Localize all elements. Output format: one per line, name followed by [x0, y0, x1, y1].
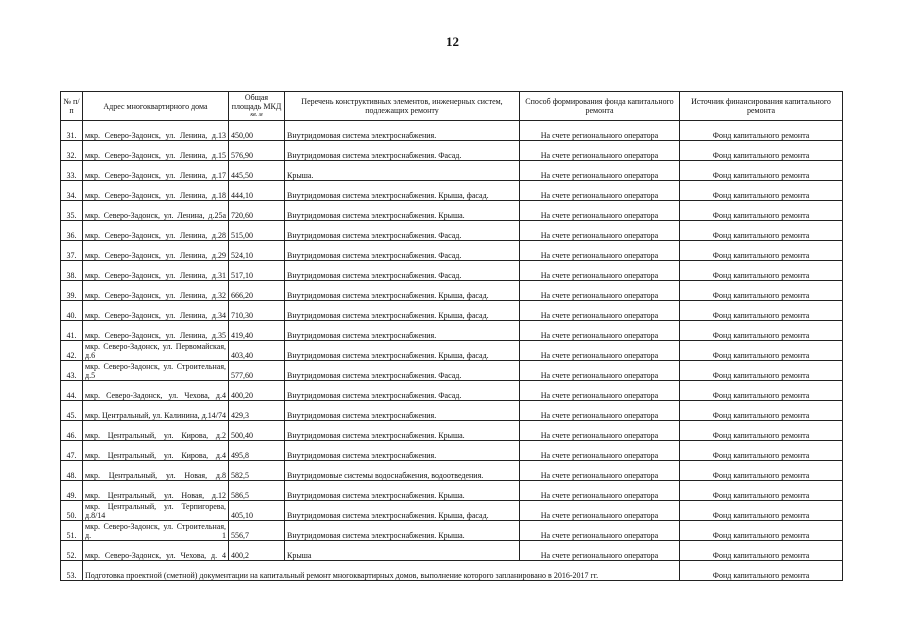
cell-method: На счете регионального оператора — [520, 421, 680, 441]
cell-source: Фонд капитального ремонта — [680, 361, 843, 381]
cell-source: Фонд капитального ремонта — [680, 261, 843, 281]
cell-method: На счете регионального оператора — [520, 361, 680, 381]
table-row — [61, 201, 843, 221]
cell-address: мкр. Северо-Задонск, ул. Первомайская, д.6 — [83, 341, 229, 361]
cell-method: На счете регионального оператора — [520, 261, 680, 281]
cell-address: мкр. Северо-Задонск, ул. Ленина, д.25а — [83, 201, 229, 221]
cell-elements: Внутридомовая система электроснабжения. Фасад. — [285, 381, 520, 401]
table-row — [61, 141, 843, 161]
cell-address: мкр. Северо-Задонск, ул. Ленина, д.17 — [83, 161, 229, 181]
cell-address: мкр. Центральный, ул. Новая, д.8 — [83, 461, 229, 481]
cell-source: Фонд капитального ремонта — [680, 541, 843, 561]
cell-num: 42. — [61, 341, 83, 361]
cell-num: 40. — [61, 301, 83, 321]
header-area — [229, 92, 285, 121]
cell-source: Фонд капитального ремонта — [680, 141, 843, 161]
cell-area: 582,5 — [229, 461, 285, 481]
cell-elements: Внутридомовые системы водоснабжения, водоотведения. — [285, 461, 520, 481]
table-row — [61, 521, 843, 541]
cell-area: 450,00 — [229, 121, 285, 141]
cell-elements: Внутридомовая система электроснабжения. Крыша. — [285, 421, 520, 441]
cell-address: мкр. Центральный, ул. Кирова, д.2 — [83, 421, 229, 441]
cell-source: Фонд капитального ремонта — [680, 121, 843, 141]
cell-method: На счете регионального оператора — [520, 201, 680, 221]
cell-elements: Внутридомовая система электроснабжения. Крыша. — [285, 481, 520, 501]
cell-method: На счете регионального оператора — [520, 501, 680, 521]
cell-source: Фонд капитального ремонта — [680, 241, 843, 261]
cell-address: мкр. Северо-Задонск, ул. Ленина, д.34 — [83, 301, 229, 321]
cell-num: 53. — [61, 561, 83, 581]
table-row — [61, 281, 843, 301]
cell-elements: Крыша — [285, 541, 520, 561]
cell-address: мкр. Северо-Задонск, ул. Ленина, д.32 — [83, 281, 229, 301]
cell-area: 405,10 — [229, 501, 285, 521]
cell-area: 576,90 — [229, 141, 285, 161]
cell-area: 445,50 — [229, 161, 285, 181]
cell-address: мкр. Северо-Задонск, ул. Строительная, д.5 — [83, 361, 229, 381]
cell-area: 495,8 — [229, 441, 285, 461]
cell-area: 515,00 — [229, 221, 285, 241]
cell-source: Фонд капитального ремонта — [680, 281, 843, 301]
header-address: Адрес многоквартирного дома — [83, 92, 229, 121]
cell-method: На счете регионального оператора — [520, 541, 680, 561]
cell-num: 33. — [61, 161, 83, 181]
header-method: Способ формирования фонда капитального ремонта — [520, 92, 680, 121]
cell-num: 45. — [61, 401, 83, 421]
cell-num: 38. — [61, 261, 83, 281]
header-area-label: Общая площадь МКД — [231, 92, 282, 111]
cell-address: мкр. Северо-Задонск, ул. Ленина, д.29 — [83, 241, 229, 261]
cell-address: мкр. Центральный, ул. Терпигорева, д.8/14 — [83, 501, 229, 521]
cell-num: 48. — [61, 461, 83, 481]
page-number: 12 — [446, 34, 459, 49]
table-header-row — [61, 92, 843, 121]
cell-method: На счете регионального оператора — [520, 241, 680, 261]
cell-area: 556,7 — [229, 521, 285, 541]
cell-num: 31. — [61, 121, 83, 141]
cell-method: На счете регионального оператора — [520, 121, 680, 141]
cell-method: На счете регионального оператора — [520, 401, 680, 421]
cell-address: мкр. Северо-Задонск, ул. Ленина, д.18 — [83, 181, 229, 201]
cell-elements: Внутридомовая система электроснабжения. — [285, 401, 520, 421]
cell-num: 34. — [61, 181, 83, 201]
cell-num: 49. — [61, 481, 83, 501]
cell-num: 36. — [61, 221, 83, 241]
cell-num: 39. — [61, 281, 83, 301]
table-row — [61, 341, 843, 361]
cell-num: 52. — [61, 541, 83, 561]
cell-address: мкр. Северо-Задонск, ул. Чехова, д.4 — [83, 381, 229, 401]
table-row — [61, 461, 843, 481]
table-row — [61, 421, 843, 441]
cell-method: На счете регионального оператора — [520, 161, 680, 181]
table-row — [61, 501, 843, 521]
cell-elements: Внутридомовая система электроснабжения. Фасад. — [285, 241, 520, 261]
cell-area: 517,10 — [229, 261, 285, 281]
header-elements: Перечень конструктивных элементов, инженерных систем, подлежащих ремонту — [285, 92, 520, 121]
cell-num: 46. — [61, 421, 83, 441]
table-row — [61, 381, 843, 401]
cell-area: 500,40 — [229, 421, 285, 441]
cell-address: мкр. Северо-Задонск, ул. Строительная, д. 1 — [83, 521, 229, 541]
table-row — [61, 481, 843, 501]
table-row — [61, 261, 843, 281]
cell-elements: Внутридомовая система электроснабжения. Фасад. — [285, 261, 520, 281]
cell-address: мкр. Центральный, ул. Новая, д.12 — [83, 481, 229, 501]
cell-final-text: Подготовка проектной (сметной) документации на капитальный ремонт многоквартирных домов, выполнение которого запланировано в 2016-2017 гг. — [83, 561, 680, 581]
cell-area: 720,60 — [229, 201, 285, 221]
cell-area: 444,10 — [229, 181, 285, 201]
cell-source: Фонд капитального ремонта — [680, 321, 843, 341]
table-row-final — [61, 561, 843, 581]
cell-source: Фонд капитального ремонта — [680, 161, 843, 181]
cell-method: На счете регионального оператора — [520, 181, 680, 201]
cell-num: 50. — [61, 501, 83, 521]
cell-source: Фонд капитального ремонта — [680, 221, 843, 241]
table-row — [61, 121, 843, 141]
cell-method: На счете регионального оператора — [520, 341, 680, 361]
cell-method: На счете регионального оператора — [520, 301, 680, 321]
cell-method: На счете регионального оператора — [520, 441, 680, 461]
table-body — [61, 121, 843, 561]
cell-num: 47. — [61, 441, 83, 461]
cell-elements: Внутридомовая система электроснабжения. — [285, 441, 520, 461]
cell-method: На счете регионального оператора — [520, 381, 680, 401]
cell-num: 32. — [61, 141, 83, 161]
cell-method: На счете регионального оператора — [520, 221, 680, 241]
cell-elements: Внутридомовая система электроснабжения. Фасад. — [285, 221, 520, 241]
cell-elements: Внутридомовая система электроснабжения. Крыша. — [285, 521, 520, 541]
cell-address: мкр. Центральный, ул. Кирова, д.4 — [83, 441, 229, 461]
cell-elements: Внутридомовая система электроснабжения. Крыша, фасад. — [285, 341, 520, 361]
table-row — [61, 321, 843, 341]
cell-area: 429,3 — [229, 401, 285, 421]
cell-source: Фонд капитального ремонта — [680, 521, 843, 541]
cell-source: Фонд капитального ремонта — [680, 481, 843, 501]
header-area-unit: кв. м — [250, 111, 263, 118]
cell-source: Фонд капитального ремонта — [680, 401, 843, 421]
cell-area: 577,60 — [229, 361, 285, 381]
cell-area: 666,20 — [229, 281, 285, 301]
cell-num: 37. — [61, 241, 83, 261]
table-row — [61, 181, 843, 201]
table-row — [61, 361, 843, 381]
cell-num: 35. — [61, 201, 83, 221]
cell-elements: Внутридомовая система электроснабжения. — [285, 121, 520, 141]
cell-source: Фонд капитального ремонта — [680, 341, 843, 361]
cell-elements: Внутридомовая система электроснабжения. Крыша, фасад. — [285, 281, 520, 301]
cell-elements: Внутридомовая система электроснабжения. Крыша, фасад. — [285, 181, 520, 201]
cell-source: Фонд капитального ремонта — [680, 501, 843, 521]
cell-method: На счете регионального оператора — [520, 481, 680, 501]
table-row — [61, 441, 843, 461]
cell-num: 44. — [61, 381, 83, 401]
cell-address: мкр. Северо-Задонск, ул. Ленина, д.31 — [83, 261, 229, 281]
cell-elements: Внутридомовая система электроснабжения. Крыша. — [285, 201, 520, 221]
cell-method: На счете регионального оператора — [520, 141, 680, 161]
cell-source: Фонд капитального ремонта — [680, 561, 843, 581]
cell-address: мкр. Северо-Задонск, ул. Ленина, д.15 — [83, 141, 229, 161]
cell-address: мкр. Северо-Задонск, ул. Ленина, д.28 — [83, 221, 229, 241]
cell-area: 400,20 — [229, 381, 285, 401]
table-row — [61, 161, 843, 181]
header-num: № п/п — [61, 92, 83, 121]
cell-source: Фонд капитального ремонта — [680, 421, 843, 441]
cell-address: мкр. Северо-Задонск, ул. Ленина, д.35 — [83, 321, 229, 341]
table-row — [61, 541, 843, 561]
header-source: Источник финансирования капитального ремонта — [680, 92, 843, 121]
cell-source: Фонд капитального ремонта — [680, 441, 843, 461]
cell-source: Фонд капитального ремонта — [680, 301, 843, 321]
cell-area: 586,5 — [229, 481, 285, 501]
cell-source: Фонд капитального ремонта — [680, 201, 843, 221]
cell-num: 43. — [61, 361, 83, 381]
cell-elements: Крыша. — [285, 161, 520, 181]
table-row — [61, 301, 843, 321]
cell-area: 403,40 — [229, 341, 285, 361]
cell-area: 710,30 — [229, 301, 285, 321]
cell-address: мкр. Северо-Задонск, ул. Чехова, д. 4 — [83, 541, 229, 561]
table-row — [61, 221, 843, 241]
repair-table — [60, 91, 843, 581]
cell-elements: Внутридомовая система электроснабжения. Фасад. — [285, 141, 520, 161]
cell-elements: Внутридомовая система электроснабжения. — [285, 321, 520, 341]
cell-elements: Внутридомовая система электроснабжения. Крыша, фасад. — [285, 301, 520, 321]
table-row — [61, 401, 843, 421]
cell-address: мкр. Северо-Задонск, ул. Ленина, д.13 — [83, 121, 229, 141]
cell-method: На счете регионального оператора — [520, 281, 680, 301]
cell-area: 419,40 — [229, 321, 285, 341]
cell-method: На счете регионального оператора — [520, 321, 680, 341]
cell-source: Фонд капитального ремонта — [680, 381, 843, 401]
cell-elements: Внутридомовая система электроснабжения. Крыша, фасад. — [285, 501, 520, 521]
cell-source: Фонд капитального ремонта — [680, 461, 843, 481]
cell-method: На счете регионального оператора — [520, 521, 680, 541]
cell-address: мкр. Центральный, ул. Калинина, д.14/74 — [83, 401, 229, 421]
cell-method: На счете регионального оператора — [520, 461, 680, 481]
cell-elements: Внутридомовая система электроснабжения. Фасад. — [285, 361, 520, 381]
cell-area: 524,10 — [229, 241, 285, 261]
table-row — [61, 241, 843, 261]
cell-num: 51. — [61, 521, 83, 541]
cell-area: 400,2 — [229, 541, 285, 561]
cell-source: Фонд капитального ремонта — [680, 181, 843, 201]
cell-num: 41. — [61, 321, 83, 341]
